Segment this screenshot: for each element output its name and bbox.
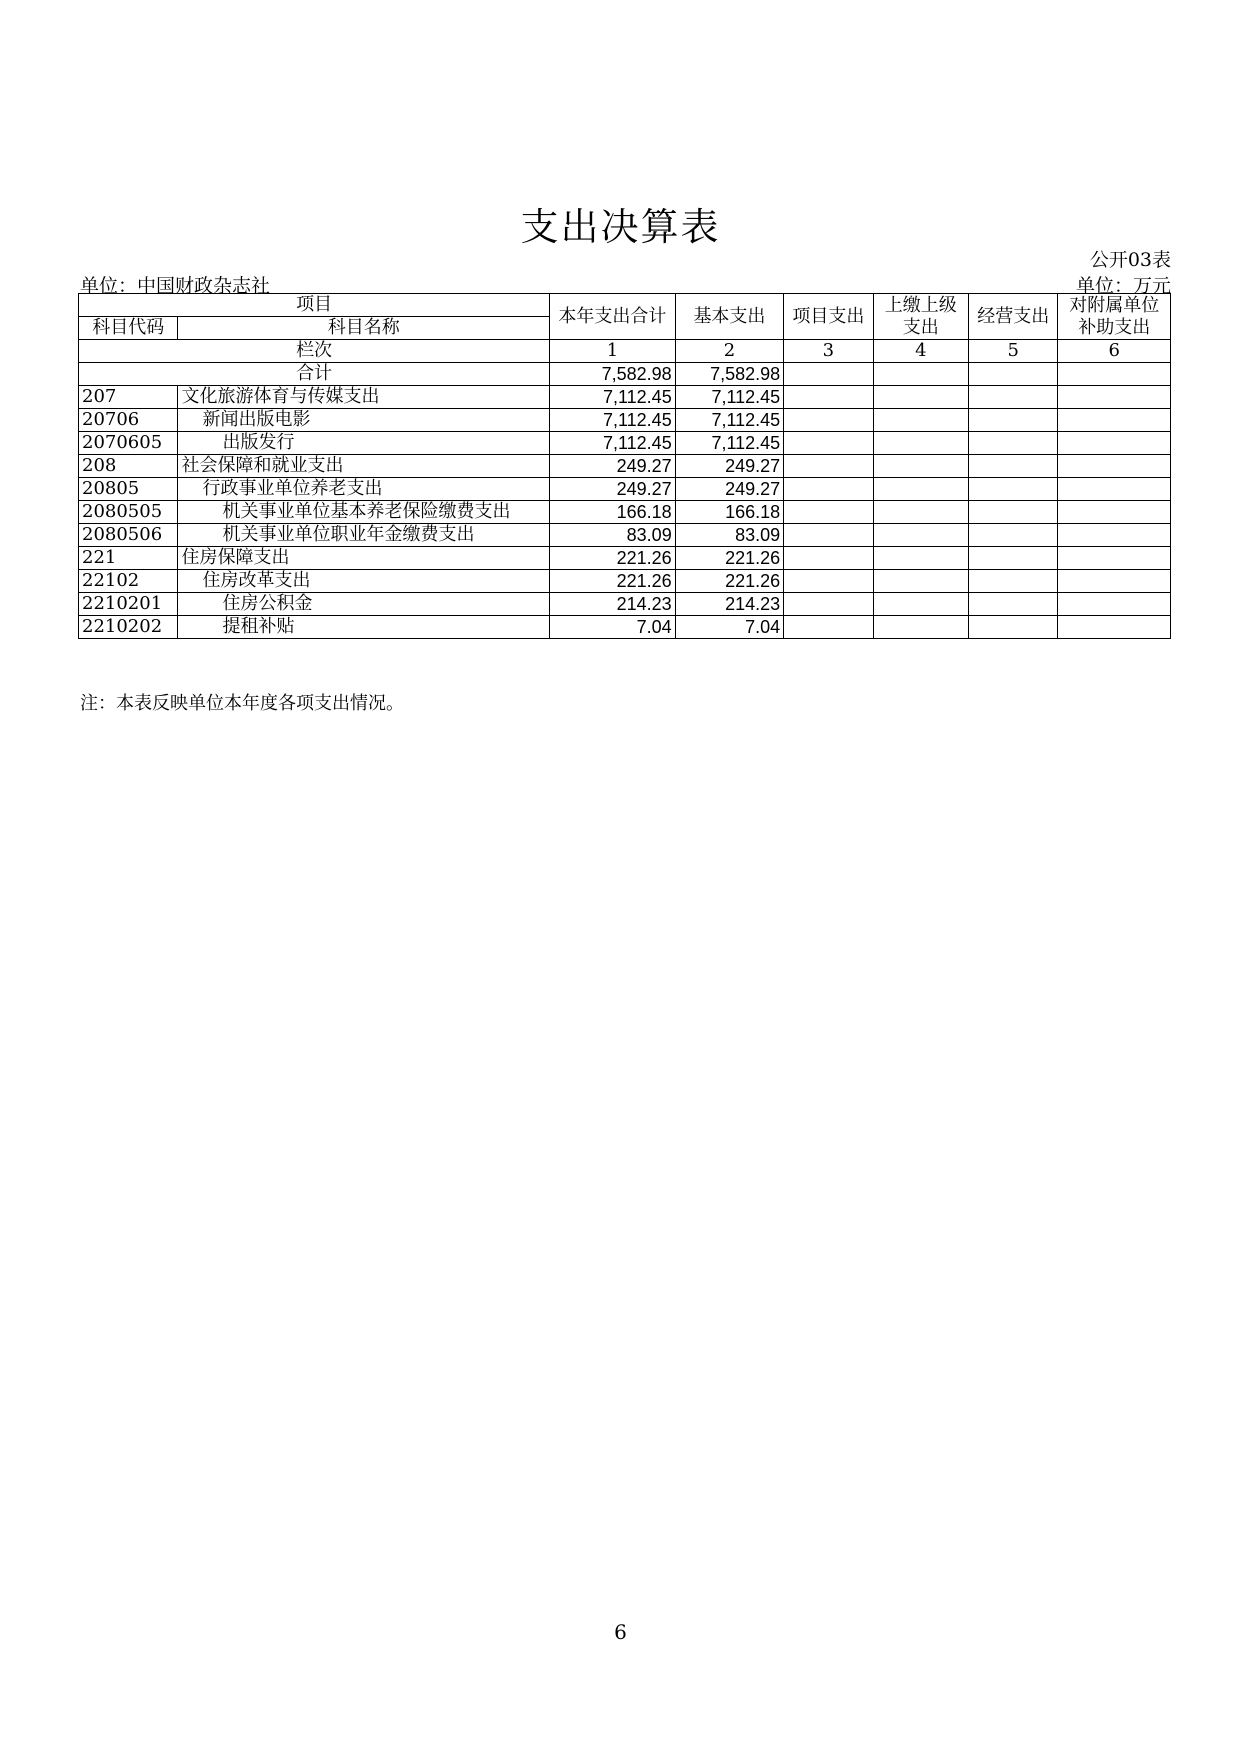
row-code: 207 — [79, 386, 178, 409]
header-item: 项目 — [79, 294, 550, 317]
row-name: 文化旅游体育与传媒支出 — [178, 386, 550, 409]
table-row — [79, 409, 1171, 432]
row-value-1: 221.26 — [550, 547, 676, 570]
row-value-1: 166.18 — [550, 501, 676, 524]
row-value-2: 221.26 — [675, 570, 783, 593]
form-number: 公开03表 — [1089, 249, 1171, 271]
table-row — [79, 547, 1171, 570]
total-value-2: 7,582.98 — [675, 363, 783, 386]
row-value-2: 7,112.45 — [675, 432, 783, 455]
col-number-3: 3 — [784, 340, 873, 363]
row-name: 住房公积金 — [178, 593, 550, 616]
row-value-1: 221.26 — [550, 570, 676, 593]
row-value-2: 166.18 — [675, 501, 783, 524]
row-value-1: 7.04 — [550, 616, 676, 639]
col-number-5: 5 — [969, 340, 1058, 363]
header-code: 科目代码 — [79, 317, 178, 340]
row-code: 20805 — [79, 478, 178, 501]
table-row — [79, 455, 1171, 478]
unit-name: 单位：中国财政杂志社 — [80, 275, 271, 297]
row-name: 提租补贴 — [178, 616, 550, 639]
col-number-2: 2 — [675, 340, 783, 363]
row-name: 出版发行 — [178, 432, 550, 455]
table-row — [79, 432, 1171, 455]
col-number-6: 6 — [1058, 340, 1171, 363]
header-col-2: 基本支出 — [675, 294, 783, 340]
total-row — [79, 363, 1171, 386]
table-row — [79, 593, 1171, 616]
total-value-1: 7,582.98 — [550, 363, 676, 386]
header-col-3: 项目支出 — [784, 294, 873, 340]
row-code: 221 — [79, 547, 178, 570]
row-code: 208 — [79, 455, 178, 478]
row-value-1: 7,112.45 — [550, 432, 676, 455]
currency-unit: 单位：万元 — [1075, 275, 1171, 297]
row-value-2: 214.23 — [675, 593, 783, 616]
row-code: 2210201 — [79, 593, 178, 616]
table-row — [79, 386, 1171, 409]
col-number-4: 4 — [873, 340, 968, 363]
table-note: 注：本表反映单位本年度各项支出情况。 — [80, 693, 404, 714]
row-value-1: 7,112.45 — [550, 386, 676, 409]
row-code: 2080506 — [79, 524, 178, 547]
table-row — [79, 524, 1171, 547]
row-value-2: 249.27 — [675, 455, 783, 478]
row-code: 22102 — [79, 570, 178, 593]
row-name: 机关事业单位职业年金缴费支出 — [178, 524, 550, 547]
col-number-1: 1 — [550, 340, 676, 363]
expenditure-table — [78, 293, 1171, 639]
row-name: 社会保障和就业支出 — [178, 455, 550, 478]
row-value-2: 249.27 — [675, 478, 783, 501]
row-name: 住房保障支出 — [178, 547, 550, 570]
page-title: 支出决算表 — [520, 205, 721, 249]
row-code: 20706 — [79, 409, 178, 432]
row-code: 2210202 — [79, 616, 178, 639]
row-code: 2080505 — [79, 501, 178, 524]
row-name: 住房改革支出 — [178, 570, 550, 593]
header-col-6: 对附属单位补助支出 — [1058, 294, 1171, 340]
row-code: 2070605 — [79, 432, 178, 455]
row-name: 新闻出版电影 — [178, 409, 550, 432]
row-value-2: 221.26 — [675, 547, 783, 570]
header-col-4: 上缴上级支出 — [873, 294, 968, 340]
row-value-1: 249.27 — [550, 455, 676, 478]
row-name: 机关事业单位基本养老保险缴费支出 — [178, 501, 550, 524]
row-name: 行政事业单位养老支出 — [178, 478, 550, 501]
header-name: 科目名称 — [178, 317, 550, 340]
row-value-1: 83.09 — [550, 524, 676, 547]
page-number: 6 — [614, 1620, 627, 1644]
row-value-2: 7,112.45 — [675, 386, 783, 409]
table-row — [79, 501, 1171, 524]
row-value-1: 214.23 — [550, 593, 676, 616]
row-value-2: 7,112.45 — [675, 409, 783, 432]
row-value-1: 7,112.45 — [550, 409, 676, 432]
row-value-1: 249.27 — [550, 478, 676, 501]
total-label: 合计 — [79, 363, 550, 386]
row-value-2: 83.09 — [675, 524, 783, 547]
header-col-5: 经营支出 — [969, 294, 1058, 340]
table-row — [79, 478, 1171, 501]
table-row — [79, 570, 1171, 593]
header-row-index: 栏次 — [79, 340, 550, 363]
row-value-2: 7.04 — [675, 616, 783, 639]
header-col-1: 本年支出合计 — [550, 294, 676, 340]
table-row — [79, 616, 1171, 639]
